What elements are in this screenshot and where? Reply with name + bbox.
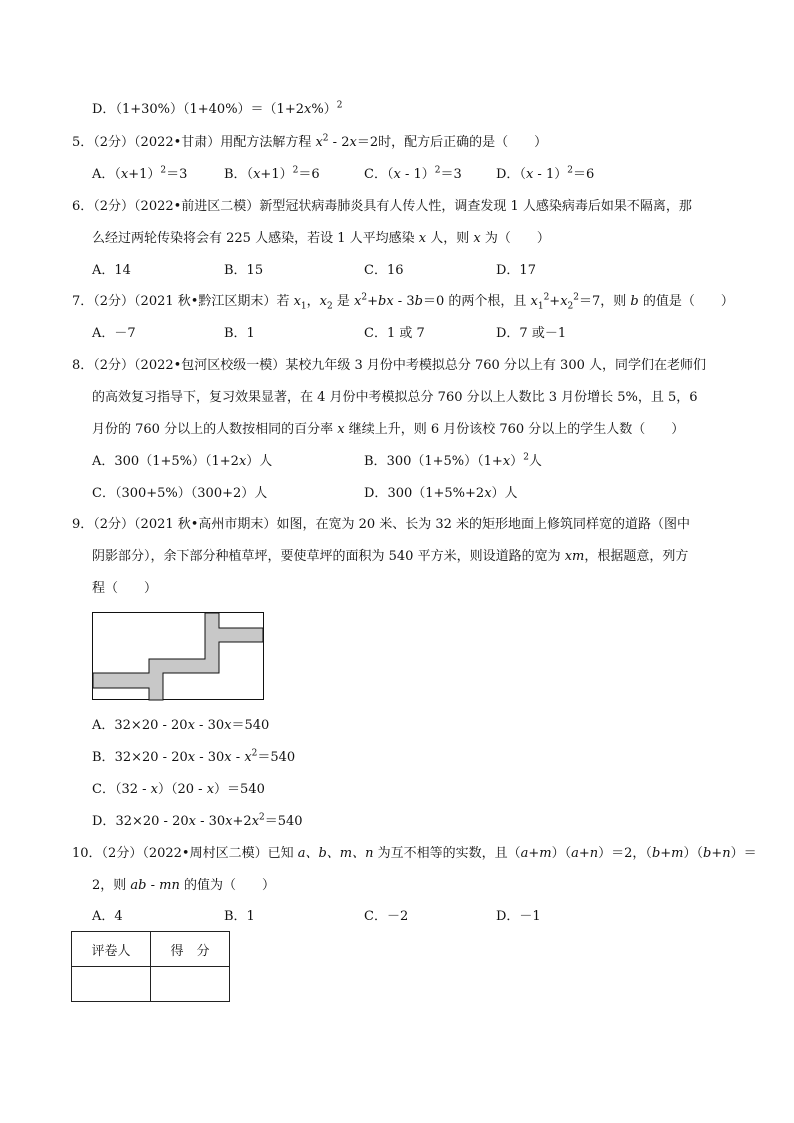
road-diagram: [92, 612, 266, 706]
q4-option-d: D．$(1+30\%)(1+40\%)=(1+2x\%)^2$: [92, 100, 343, 117]
q7-option-d: D．7 或－1: [496, 326, 567, 341]
question-9-line2: 阴影部分），余下部分种植草坪，要使草坪的面积为 540 平方米，则设道路的宽为 xm，根据题意，列方: [92, 549, 689, 564]
q7-option-a: A．－7: [92, 326, 136, 341]
question-8-line3: 月份的 760 分以上的人数按相同的百分率 x 继续上升，则 6 月份该校 760 分以上的学生人数（ ）: [92, 422, 685, 437]
question-8-line1: 8．（2分）（2022•包河区校级一模）某校九年级 3 月份中考模拟总分 760 分以上有 300 人，同学们在老师们: [72, 358, 707, 373]
question-7: 7．（2分）（2021 秋•黔江区期末）若 $x_1$，$x_2$ 是 $x^2+bx - 3b=0$ 的两个根，且 $x_1^2+x_2^2=7$，则 b 的值是（ ）: [72, 292, 734, 312]
q6-option-d: D．17: [496, 263, 536, 278]
q5-option-c: C．（x - 1）$^2$＝3: [364, 165, 462, 182]
q10-option-a: A．4: [92, 909, 123, 924]
q7-option-b: B．1: [224, 326, 255, 341]
reviewer-cell[interactable]: [72, 967, 151, 1002]
q9-option-c: C．（32 - x）（20 - x）＝540: [92, 782, 265, 797]
q7-option-c: C．1 或 7: [364, 326, 425, 341]
q8-option-d: D．300（1+5%+2x）人: [364, 486, 518, 501]
question-9-line3: 程（ ）: [92, 581, 158, 596]
q9-option-a: A．32×20 - 20x - 30x＝540: [92, 718, 270, 733]
q8-option-b: B．$300(1+5\%)(1+x)^2$人: [364, 452, 542, 469]
q5-option-a: A．$(x+1)^2=3$: [92, 165, 188, 182]
q8-option-a: A．300（1+5%）（1+2x）人: [92, 454, 273, 469]
score-header: 得 分: [151, 932, 230, 967]
score-cell[interactable]: [151, 967, 230, 1002]
question-5: 5．（2分）（2022•甘肃）用配方法解方程 $x^2 - 2x=2$时，配方后正确的是（ ）: [72, 133, 548, 150]
question-6-line2: 么经过两轮传染将会有 225 人感染，若设 1 人平均感染 x 人，则 x 为（ ）: [92, 231, 550, 246]
question-8-line2: 的高效复习指导下，复习效果显著，在 4 月份中考模拟总分 760 分以上人数比 3 月份增长 5%，且 5，6: [92, 390, 698, 405]
q10-option-c: C．－2: [364, 909, 409, 924]
road-diagram-svg: [92, 612, 266, 702]
question-6-line1: 6．（2分）（2022•前进区二模）新型冠状病毒肺炎具有人传人性，调查发现 1 人感染病毒后如果不隔离，那: [72, 199, 692, 214]
q5-option-d: D．（x - 1）$^2$＝6: [496, 165, 595, 182]
question-10-line1: 10．（2分）（2022•周村区二模）已知 a、b、m、n 为互不相等的实数，且（a+m）（a+n）＝2，（b+m）（b+n）＝: [72, 846, 757, 861]
q8-option-c: C．（300+5%）（300+2）人: [92, 486, 268, 501]
q10-option-b: B．1: [224, 909, 255, 924]
q6-option-c: C．16: [364, 263, 404, 278]
reviewer-header: 评卷人: [72, 932, 151, 967]
question-10-line2: 2，则 ab - mn 的值为（ ）: [92, 878, 275, 893]
q6-option-a: A．14: [92, 263, 131, 278]
q9-option-b: B．$32\times 20 - 20x - 30x - x^2=540$: [92, 748, 296, 765]
q6-option-b: B．15: [224, 263, 264, 278]
score-table: [71, 931, 230, 1002]
q10-option-d: D．－1: [496, 909, 541, 924]
question-9-line1: 9．（2分）（2021 秋•高州市期末）如图，在宽为 20 米、长为 32 米的矩形地面上修筑同样宽的道路（图中: [72, 517, 691, 532]
q9-option-d: D．$32\times 20 - 20x - 30x+2x^2=540$: [92, 812, 303, 829]
q5-option-b: B．$(x+1)^2=6$: [224, 165, 320, 182]
